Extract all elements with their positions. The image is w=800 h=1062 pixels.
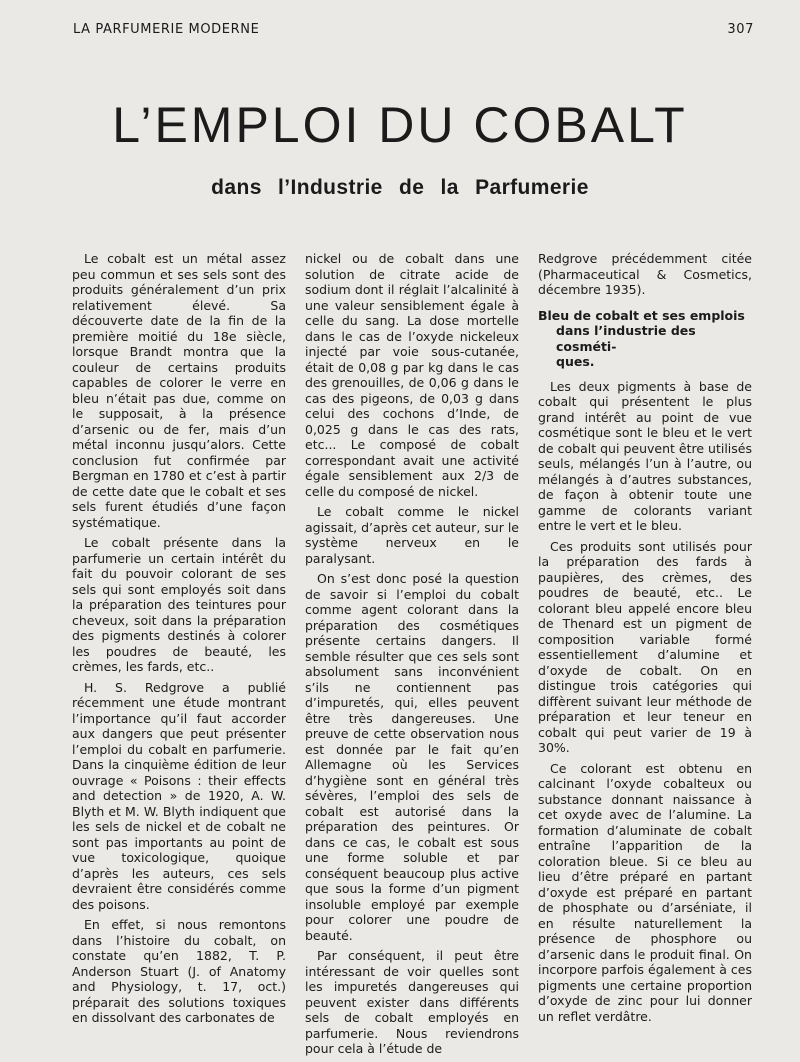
- paragraph: Redgrove précédemment citée (Pharmaceutical & Cosmetics, décembre 1935).: [538, 251, 752, 297]
- article-title: L’EMPLOI DU COBALT: [112, 97, 688, 153]
- paragraph: Ces produits sont utilisés pour la préparation des fards à paupières, des crèmes, des poudres de beauté, etc.. Le colorant bleu appelé encore bleu de Thenard est un pigment de composition variable formé essentiellement d’alumine et d’oxyde de cobalt. On en distingue trois catégories qui diffèrent suivant leur méthode de préparation et leur teneur en cobalt qui peut varier de 19 à 30%.: [538, 538, 752, 755]
- paragraph: On s’est donc posé la question de savoir si l’emploi du cobalt comme agent colorant dans la préparation des cosmétiques présente certains dangers. Il semble résulter que ces sels sont absolument sans inconvénient s’ils ne contiennent pas d’impuretés, qui, elles peuvent être très dangereuses. Une preuve de cette observation nous est donnée par le fait qu’en Allemagne où les Services d’hygiène sont en général très sévères, l’emploi des sels de cobalt est autorisé dans la préparation des peintures. Or dans ce cas, le cobalt est sous une forme soluble et par conséquent beaucoup plus active que sous la forme d’un pigment insoluble employé par exemple pour colorer une poudre de beauté.: [305, 571, 519, 943]
- page-number: 307: [727, 22, 754, 37]
- text-column-3: [538, 251, 752, 1029]
- text-column-1: [72, 251, 286, 1031]
- paragraph: nickel ou de cobalt dans une solution de citrate acide de sodium dont il réglait l’alcalinité à une valeur sensiblement égale à celle du sang. La dose mortelle dans le cas de l’oxyde nickeleux injecté par voie sous-cutanée, était de 0,08 g par kg dans le cas des grenouilles, de 0,06 g dans le cas des pigeons, de 0,03 g dans celui des cochons d’Inde, de 0,025 g dans le cas des rats, etc... Le composé de cobalt correspondant avait une activité égale sensiblement aux 2/3 de celle du composé de nickel.: [305, 251, 519, 499]
- journal-name: LA PARFUMERIE MODERNE: [73, 22, 260, 37]
- text-column-2: [305, 251, 519, 1062]
- paragraph: Par conséquent, il peut être intéressant de voir quelles sont les impuretés dangereuses qui peuvent exister dans différents sels de cobalt employés en parfumerie. Nous reviendrons pour cela à l’étude de: [305, 948, 519, 1056]
- section-heading-line: dans l’industrie des cosméti-: [556, 323, 696, 354]
- section-heading: [538, 308, 752, 370]
- running-header: [73, 22, 754, 37]
- paragraph: Les deux pigments à base de cobalt qui présentent le plus grand intérêt au point de vue cosmétique sont le bleu et le vert de cobalt qui peuvent être utilisés seuls, mélangés l’un à l’autre, ou mélangés à d’autres substances, de façon à obtenir toute une gamme de colorants variant entre le vert et le bleu.: [538, 378, 752, 533]
- paragraph: Le cobalt comme le nickel agissait, d’après cet auteur, sur le système nerveux en le paralysant.: [305, 504, 519, 566]
- section-heading-line: Bleu de cobalt et ses emplois: [538, 307, 745, 323]
- paragraph: Le cobalt présente dans la parfumerie un certain intérêt du fait du pouvoir colorant de ses sels qui sont employés soit dans la préparation des teintures pour cheveux, soit dans la préparation des pigments destinés à colorer les poudres de beauté, les crèmes, les fards, etc..: [72, 535, 286, 674]
- paragraph: Le cobalt est un métal assez peu commun et ses sels sont des produits généralement d’un prix relativement élevé. Sa découverte date de la fin de la première moitié du 18e siècle, lorsque Brandt montra que la couleur de certains produits capables de colorer le verre en bleu n’était pas due, comme on le supposait, à la présence d’arsenic ou de fer, mais d’un métal inconnu jusqu’alors. Cette conclusion fut confirmée par Bergman en 1780 et c’est à partir de cette date que le cobalt et ses sels furent étudiés d’une façon systématique.: [72, 251, 286, 530]
- paragraph: En effet, si nous remontons dans l’histoire du cobalt, on constate qu’en 1882, T. P. Anderson Stuart (J. of Anatomy and Physiology, t. 17, oct.) préparait des solutions toxiques en dissolvant des carbonates de: [72, 917, 286, 1025]
- section-heading-line: ques.: [556, 354, 595, 369]
- article-subtitle: dans l’Industrie de la Parfumerie: [211, 176, 589, 199]
- paragraph: Ce colorant est obtenu en calcinant l’oxyde cobalteux ou substance donnant naissance à cet oxyde avec de l’alumine. La formation d’aluminate de cobalt entraîne l’apparition de la coloration bleue. Si ce bleu au lieu d’être préparé en partant d’oxyde est préparé en partant de phosphate ou d’arséniate, il en résulte naturellement la présence de phosphore ou d’arsenic dans le produit final. On incorpore parfois également à ces pigments une certaine proportion d’oxyde de zinc pour lui donner un reflet verdâtre.: [538, 760, 752, 1024]
- paragraph: H. S. Redgrove a publié récemment une étude montrant l’importance qu’il faut accorder aux dangers que peut présenter l’emploi du cobalt en parfumerie. Dans la cinquième édition de leur ouvrage « Poisons : their effects and detection » de 1920, A. W. Blyth et M. W. Blyth indiquent que les sels de nickel et de cobalt ne sont pas importants au point de vue toxicologique, quoique d’après les auteurs, ces sels devraient être considérés comme des poisons.: [72, 679, 286, 912]
